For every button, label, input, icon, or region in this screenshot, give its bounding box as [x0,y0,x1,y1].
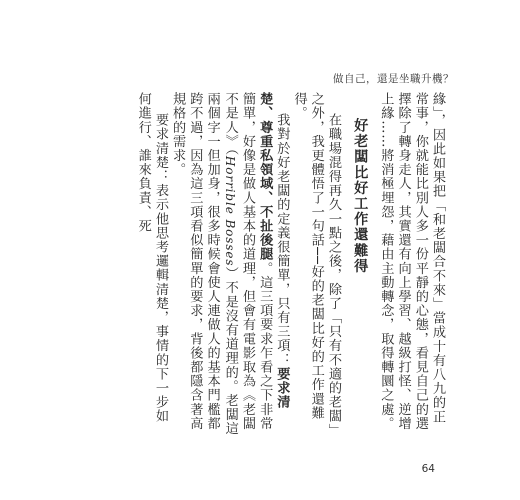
paragraph-1: 緣」，因此如果把「和老闆合不來」當成十有八九的正常事，你就能比別人多一份平靜的心態，看見自己的選擇除了轉身走人，其實還有向上學習、越級打怪、逆增上緣……將消極埋怨，藉由主動轉念，取得轉圜之處。 [378,92,445,431]
paragraph-4: 要求清楚：表示他思考邏輯清楚，事情的下一步如何進行、誰來負責、死 [135,92,168,424]
paragraph-3 [169,92,290,437]
body-text [135,92,446,437]
paragraph-3-emphasis: 要求清楚、尊重私領域、不扯後腿 [257,92,290,410]
paragraph-2: 在職場混得再久一點之後，除了「只有不適的老闆」之外，我更體悟了一句話──好的老闆比好的工作還難得。 [291,92,341,431]
paragraph-3-text-c: 。這三項要求乍看之下非常簡單，好像是做人基本的道理，但會有電影取為《老闆不是人》（ [222,92,273,431]
paragraph-3-text-e: ）不是沒有道理的。老闆這兩個字一但加身，很多時候會使人連做人的基本門檻都跨不過，因為這三項看似簡單的要求，背後都隱含著高規格的需求。 [170,92,238,436]
section-heading: 好老闆比好工作還難得 [352,117,369,274]
paragraph-3-film-title: Horrible Bosses [222,155,237,267]
page-number: 64 [421,463,435,475]
running-head: 做自己，還是坐職升機？ [333,73,454,85]
paragraph-3-text-a: 我對於好老闆的定義很簡單，只有三項： [274,113,290,367]
